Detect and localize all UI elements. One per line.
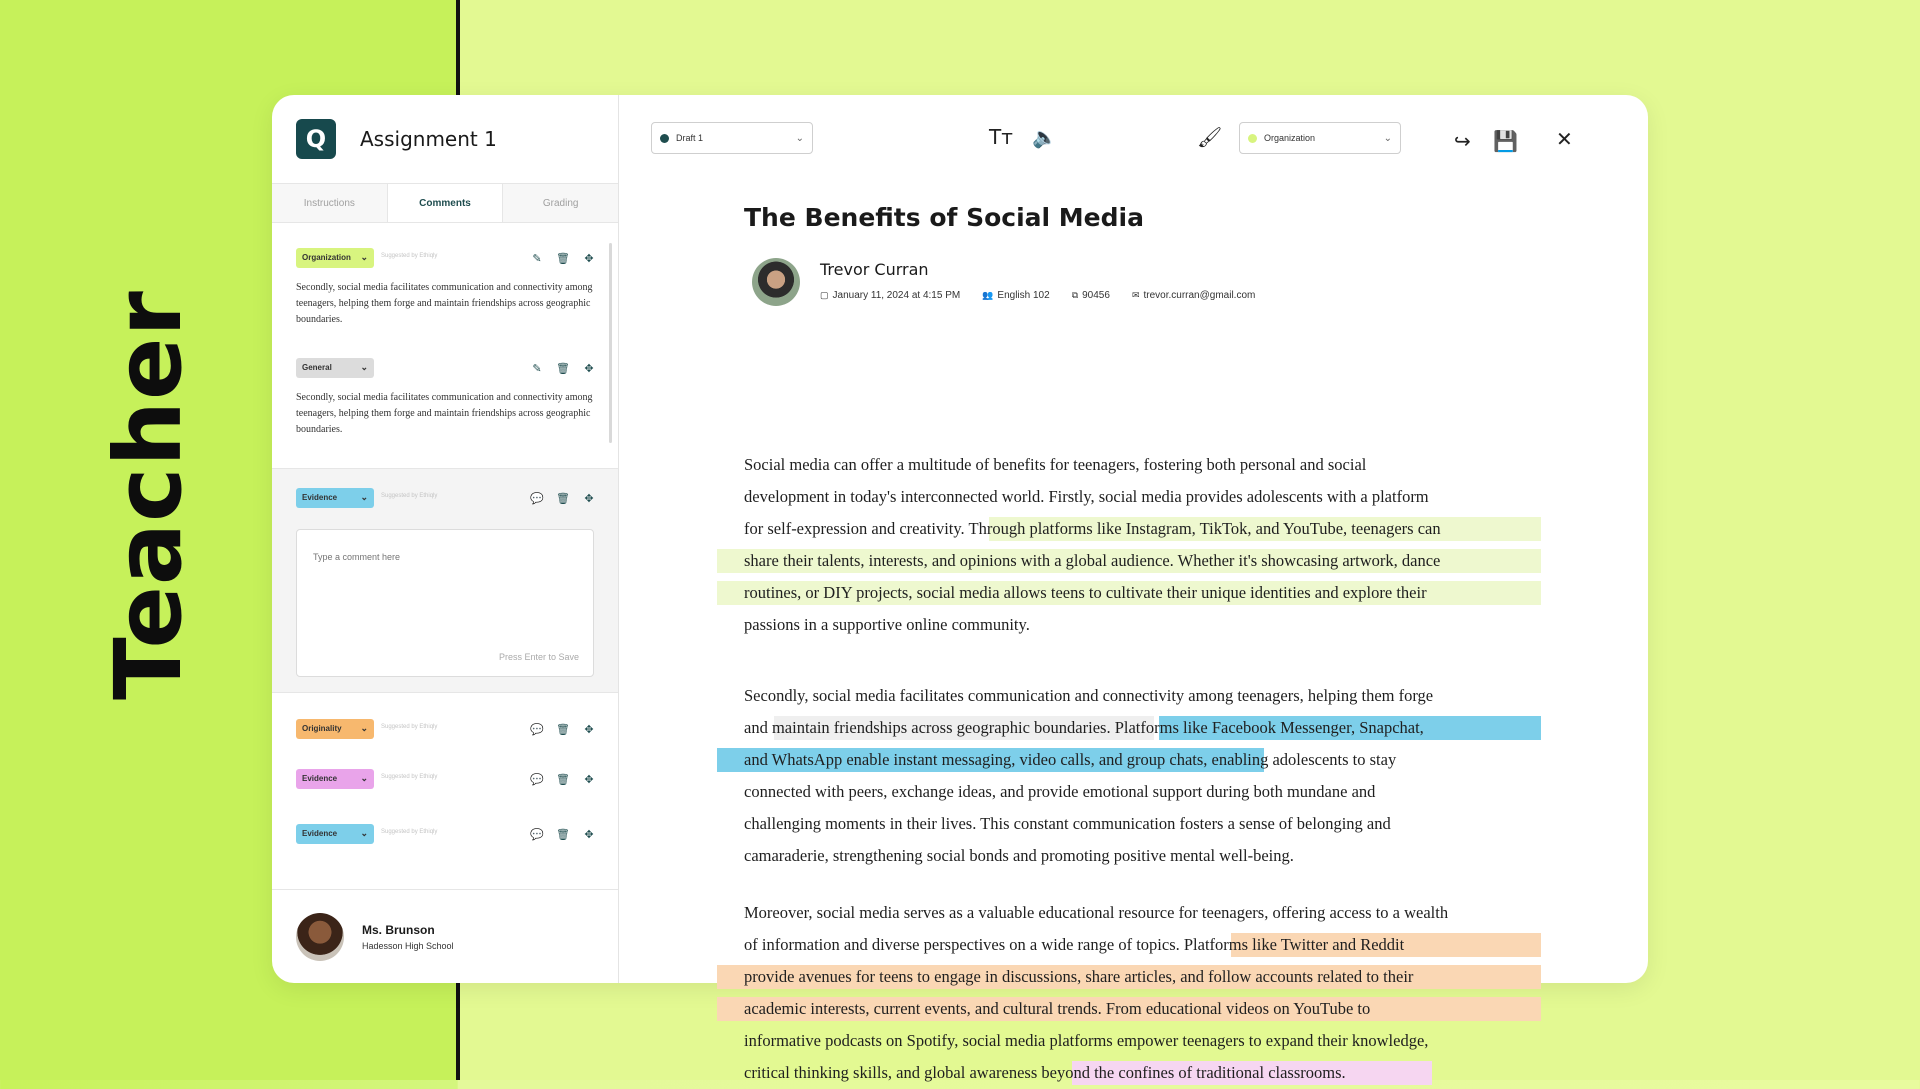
text-line: [744, 449, 1544, 481]
line-text: critical thinking skills, and global awareness: [744, 1063, 1038, 1082]
text-line: [744, 1057, 1544, 1089]
trash-icon[interactable]: 🗑: [556, 492, 570, 505]
comment-actions: [530, 722, 596, 736]
copy-icon: ⧉: [1071, 290, 1079, 300]
avatar: [296, 913, 344, 961]
comment-input-box: [296, 529, 594, 677]
category-color-icon: [1248, 134, 1257, 143]
line-text: camaraderie, strengthening social bonds and promoting positive mental well-being.: [744, 846, 1294, 865]
document-title: The Benefits of Social Media: [744, 203, 1144, 232]
toolbar: [619, 95, 1648, 183]
move-icon[interactable]: ✥: [584, 362, 594, 375]
assignment-title: Assignment 1: [360, 127, 497, 151]
line-text: of information and diverse perspectives on a wide range of topics.: [744, 935, 1180, 954]
comment-tag-dropdown[interactable]: [296, 769, 374, 789]
highlighted-text[interactable]: Platforms like Twitter and Reddit: [1183, 935, 1405, 954]
text-size-icon[interactable]: Tт: [989, 125, 1013, 149]
line-text: Social media can offer a multitude of benefits for teenagers, fostering both personal and social: [744, 455, 1367, 474]
panel-header: [272, 95, 618, 183]
comment-icon[interactable]: 💬: [530, 492, 544, 505]
text-line: [744, 1025, 1544, 1057]
line-text: Moreover, social media serves as a valuable educational resource for teenagers, offering access to a wealth: [744, 903, 1449, 922]
app-window: [272, 95, 1648, 1082]
text-line: [744, 680, 1544, 712]
teacher-name: Ms. Brunson: [362, 922, 435, 937]
id-text: 90456: [1082, 290, 1110, 301]
comment-tag-label: Organization: [302, 253, 351, 262]
comment-actions: [530, 491, 596, 505]
highlighted-text[interactable]: Platforms like Facebook Messenger, Snapchat,: [1114, 718, 1424, 737]
teacher-side-label: Teacher: [95, 290, 202, 700]
highlighted-text[interactable]: share their talents, interests, and opinions with a global audience. Whether it's showcasing artwork, dance: [744, 551, 1441, 570]
chevron-down-icon: ⌄: [360, 773, 368, 783]
teacher-profile: [272, 889, 618, 983]
share-icon[interactable]: ↪: [1454, 129, 1471, 153]
suggested-by: Suggested by Ethiqly: [381, 774, 438, 780]
comment-card: [296, 247, 596, 328]
comment-card: [296, 768, 596, 789]
text-line: [744, 897, 1544, 929]
text-line: [744, 545, 1544, 577]
text-line: [744, 776, 1544, 808]
tab-grading[interactable]: Grading: [542, 197, 579, 209]
text-line: [744, 577, 1544, 609]
comment-actions: [530, 772, 596, 786]
group-icon: 👥: [982, 290, 994, 300]
author-name: Trevor Curran: [820, 260, 929, 279]
calendar-icon: ▢: [820, 290, 829, 300]
text-line: [744, 961, 1544, 993]
comment-card: [296, 718, 596, 739]
close-icon[interactable]: ✕: [1556, 127, 1573, 151]
move-icon[interactable]: ✥: [584, 492, 594, 505]
highlighted-text[interactable]: maintain friendships across geographic boundaries.: [771, 718, 1111, 737]
line-text: and: [744, 718, 768, 737]
text-line: [744, 929, 1544, 961]
text-line: [744, 712, 1544, 744]
panel-tabs: [272, 183, 618, 223]
comment-icon[interactable]: 💬: [530, 828, 544, 841]
comment-icon[interactable]: 💬: [530, 723, 544, 736]
document: [744, 203, 1524, 1082]
category-label: Organization: [1264, 133, 1316, 143]
comment-tag-dropdown[interactable]: [296, 719, 374, 739]
highlighted-text[interactable]: beyond the confines of traditional classrooms.: [1041, 1063, 1346, 1082]
teacher-school: Hadesson High School: [362, 940, 454, 951]
highlighter-icon[interactable]: 🖌: [1197, 125, 1223, 149]
draft-label: Draft 1: [676, 133, 704, 143]
trash-icon[interactable]: 🗑: [556, 773, 570, 786]
chevron-down-icon: ⌄: [795, 132, 804, 144]
suggested-by: Suggested by Ethiqly: [381, 253, 438, 259]
comment-tag-label: Evidence: [302, 829, 338, 838]
text-line: [744, 840, 1544, 872]
save-icon[interactable]: 💾: [1493, 129, 1518, 153]
text-line: [744, 513, 1544, 545]
speaker-icon[interactable]: 🔈: [1032, 125, 1057, 149]
line-text: challenging moments in their lives. This constant communication fosters a sense of belonging and: [744, 814, 1391, 833]
chevron-down-icon: ⌄: [360, 492, 368, 502]
chevron-down-icon: ⌄: [1383, 132, 1392, 144]
comment-actions: [530, 251, 596, 265]
comment-card: [296, 357, 596, 438]
suggested-by: Suggested by Ethiqly: [381, 493, 438, 499]
line-text: enabling adolescents to stay: [1211, 750, 1397, 769]
mail-icon: ✉: [1131, 290, 1140, 300]
line-text: connected with peers, exchange ideas, and provide emotional support during both mundane and: [744, 782, 1376, 801]
meta-course: [982, 290, 1049, 301]
line-text: Secondly, social media facilitates communication and connectivity among teenagers, helping them forge: [744, 686, 1434, 705]
comment-tag-label: Originality: [302, 724, 342, 733]
highlighted-text[interactable]: and WhatsApp enable instant messaging, video calls, and group chats,: [744, 750, 1208, 769]
comment-tag-dropdown[interactable]: [296, 824, 374, 844]
comment-tag-dropdown[interactable]: [296, 248, 374, 268]
email-text: trevor.curran@gmail.com: [1143, 290, 1256, 301]
chevron-down-icon: ⌄: [360, 252, 368, 262]
paragraph-1: [744, 449, 1544, 641]
document-meta: [820, 290, 1255, 301]
edit-icon[interactable]: ✎: [532, 362, 542, 375]
highlighted-text[interactable]: Through platforms like Instagram, TikTok, and YouTube, teenagers can: [968, 519, 1441, 538]
comment-tag-dropdown[interactable]: [296, 488, 374, 508]
text-line: [744, 808, 1544, 840]
comment-card: [296, 487, 596, 508]
document-panel: [619, 95, 1648, 1082]
text-line: [744, 993, 1544, 1025]
trash-icon[interactable]: 🗑: [556, 362, 570, 375]
draft-status-icon: [660, 134, 669, 143]
comment-tag-label: Evidence: [302, 774, 338, 783]
move-icon[interactable]: ✥: [584, 723, 594, 736]
suggested-by: Suggested by Ethiqly: [381, 829, 438, 835]
highlighted-text[interactable]: routines, or DIY projects, social media allows teens to cultivate their unique identities and explore their: [744, 583, 1427, 602]
avatar: [752, 258, 800, 306]
trash-icon[interactable]: 🗑: [556, 252, 570, 265]
press-enter-hint: Press Enter to Save: [498, 652, 579, 662]
text-line: [744, 744, 1544, 776]
comment-text: Secondly, social media facilitates communication and connectivity among teenagers, helping them forge and maintain friendships across geographic boundaries.: [296, 281, 593, 325]
text-line: [744, 481, 1544, 513]
comments-panel: [272, 95, 619, 983]
comment-actions: [530, 361, 596, 375]
comment-tag-dropdown[interactable]: [296, 358, 374, 378]
line-text: development in today's interconnected world. Firstly, social media provides adolescents with a platform: [744, 487, 1429, 506]
move-icon[interactable]: ✥: [584, 828, 594, 841]
paragraph-2: [744, 680, 1544, 872]
chevron-down-icon: ⌄: [360, 362, 368, 372]
edit-icon[interactable]: ✎: [532, 252, 542, 265]
teacher-info: [362, 923, 454, 951]
line-text: for self-expression and creativity.: [744, 519, 965, 538]
paragraph-3: [744, 897, 1544, 1089]
chevron-down-icon: ⌄: [360, 828, 368, 838]
comment-tag-label: General: [302, 363, 332, 372]
tab-instructions[interactable]: Instructions: [303, 197, 355, 209]
comment-icon[interactable]: 💬: [530, 773, 544, 786]
draft-select[interactable]: [651, 122, 813, 154]
line-text: passions in a supportive online community.: [744, 615, 1030, 634]
active-comment: [272, 468, 618, 693]
comment-actions: [530, 827, 596, 841]
author-info: [744, 258, 1524, 310]
trash-icon[interactable]: 🗑: [556, 723, 570, 736]
move-icon[interactable]: ✥: [584, 252, 594, 265]
category-select[interactable]: [1239, 122, 1401, 154]
tab-comments[interactable]: Comments: [387, 184, 504, 222]
suggested-by: Suggested by Ethiqly: [381, 724, 438, 730]
text-line: [744, 609, 1544, 641]
meta-id: [1072, 290, 1110, 301]
app-logo: Q: [296, 119, 336, 159]
course-text: English 102: [997, 290, 1050, 301]
comment-tag-label: Evidence: [302, 493, 338, 502]
comment-text: Secondly, social media facilitates communication and connectivity among teenagers, helping them forge and maintain friendships across geographic boundaries.: [296, 391, 593, 435]
highlighted-text[interactable]: provide avenues for teens to engage in discussions, share articles, and follow accounts related to their: [744, 967, 1414, 986]
meta-email: [1132, 290, 1255, 301]
comments-list: [272, 223, 618, 889]
highlighted-text[interactable]: academic interests, current events, and cultural trends. From educational videos on YouTube to: [744, 999, 1371, 1018]
comment-card: [296, 823, 596, 844]
trash-icon[interactable]: 🗑: [556, 828, 570, 841]
meta-date: [820, 290, 960, 301]
date-text: January 11, 2024 at 4:15 PM: [832, 290, 961, 301]
line-text: informative podcasts on Spotify, social media platforms empower teenagers to expand their knowledge,: [744, 1031, 1429, 1050]
scrollbar[interactable]: [609, 243, 612, 443]
move-icon[interactable]: ✥: [584, 773, 594, 786]
chevron-down-icon: ⌄: [360, 723, 368, 733]
